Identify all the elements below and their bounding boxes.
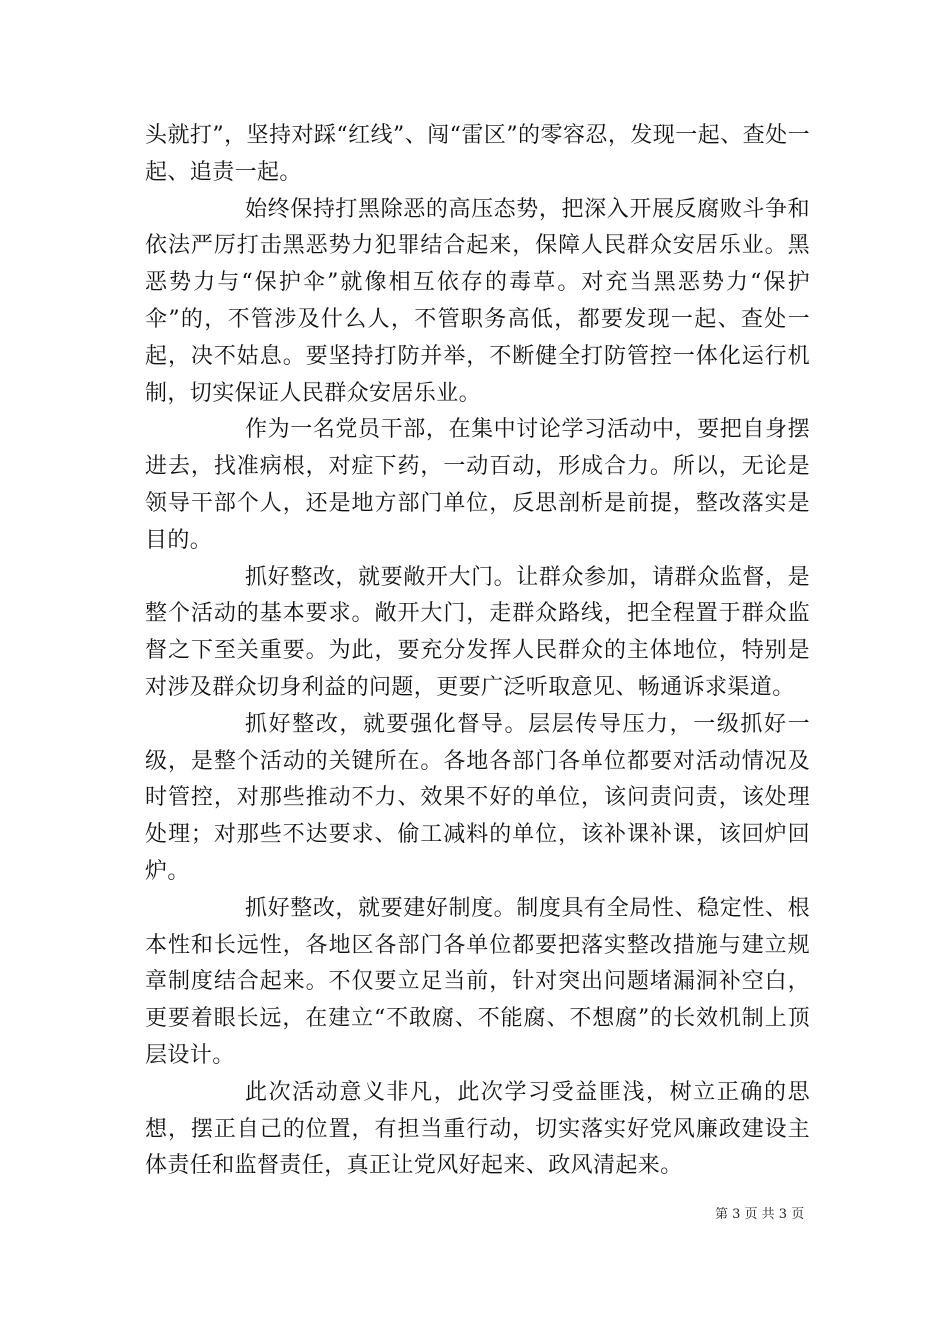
paragraph-2: 始终保持打黑除恶的高压态势，把深入开展反腐败斗争和依法严厉打击黑恶势力犯罪结合起来，保障人民群众安居乐业。黑恶势力与“保护伞”就像相互依存的毒草。对充当黑恶势力“保护伞”的，不管涉及什么人，不管职务高低，都要发现一起、查处一起，决不姑息。要坚持打防并举，不断健全打防管控一体化运行机制，切实保证人民群众安居乐业。 <box>145 196 810 406</box>
paragraph-4: 抓好整改，就要敞开大门。让群众参加，请群众监督，是整个活动的基本要求。敞开大门，走群众路线，把全程置于群众监督之下至关重要。为此，要充分发挥人民群众的主体地位，特别是对涉及群众切身利益的问题，更要广泛听取意见、畅通诉求渠道。 <box>145 564 810 700</box>
paragraph-7: 此次活动意义非凡，此次学习受益匪浅，树立正确的思想，摆正自己的位置，有担当重行动，切实落实好党风廉政建设主体责任和监督责任，真正让党风好起来、政风清起来。 <box>145 1079 810 1179</box>
document-body <box>145 118 810 1185</box>
paragraph-1: 头就打”，坚持对踩“红线”、闯“雷区”的零容忍，发现一起、查处一起、追责一起。 <box>145 123 810 185</box>
paragraph-6: 抓好整改，就要建好制度。制度具有全局性、稳定性、根本性和长远性，各地区各部门各单位都要把落实整改措施与建立规章制度结合起来。不仅要立足当前，针对突出问题堵漏洞补空白，更要着眼长远，在建立“不敢腐、不能腐、不想腐”的长效机制上顶层设计。 <box>145 895 810 1068</box>
page-number-footer: 第 3 页 共 3 页 <box>715 1207 805 1222</box>
paragraph-5: 抓好整改，就要强化督导。层层传导压力，一级抓好一级，是整个活动的关键所在。各地各部门各单位都要对活动情况及时管控，对那些推动不力、效果不好的单位，该问责问责，该处理处理；对那些不达要求、偷工减料的单位，该补课补课，该回炉回炉。 <box>145 711 810 884</box>
paragraph-3: 作为一名党员干部，在集中讨论学习活动中，要把自身摆进去，找准病根，对症下药，一动百动，形成合力。所以，无论是领导干部个人，还是地方部门单位，反思剖析是前提，整改落实是目的。 <box>145 417 810 553</box>
